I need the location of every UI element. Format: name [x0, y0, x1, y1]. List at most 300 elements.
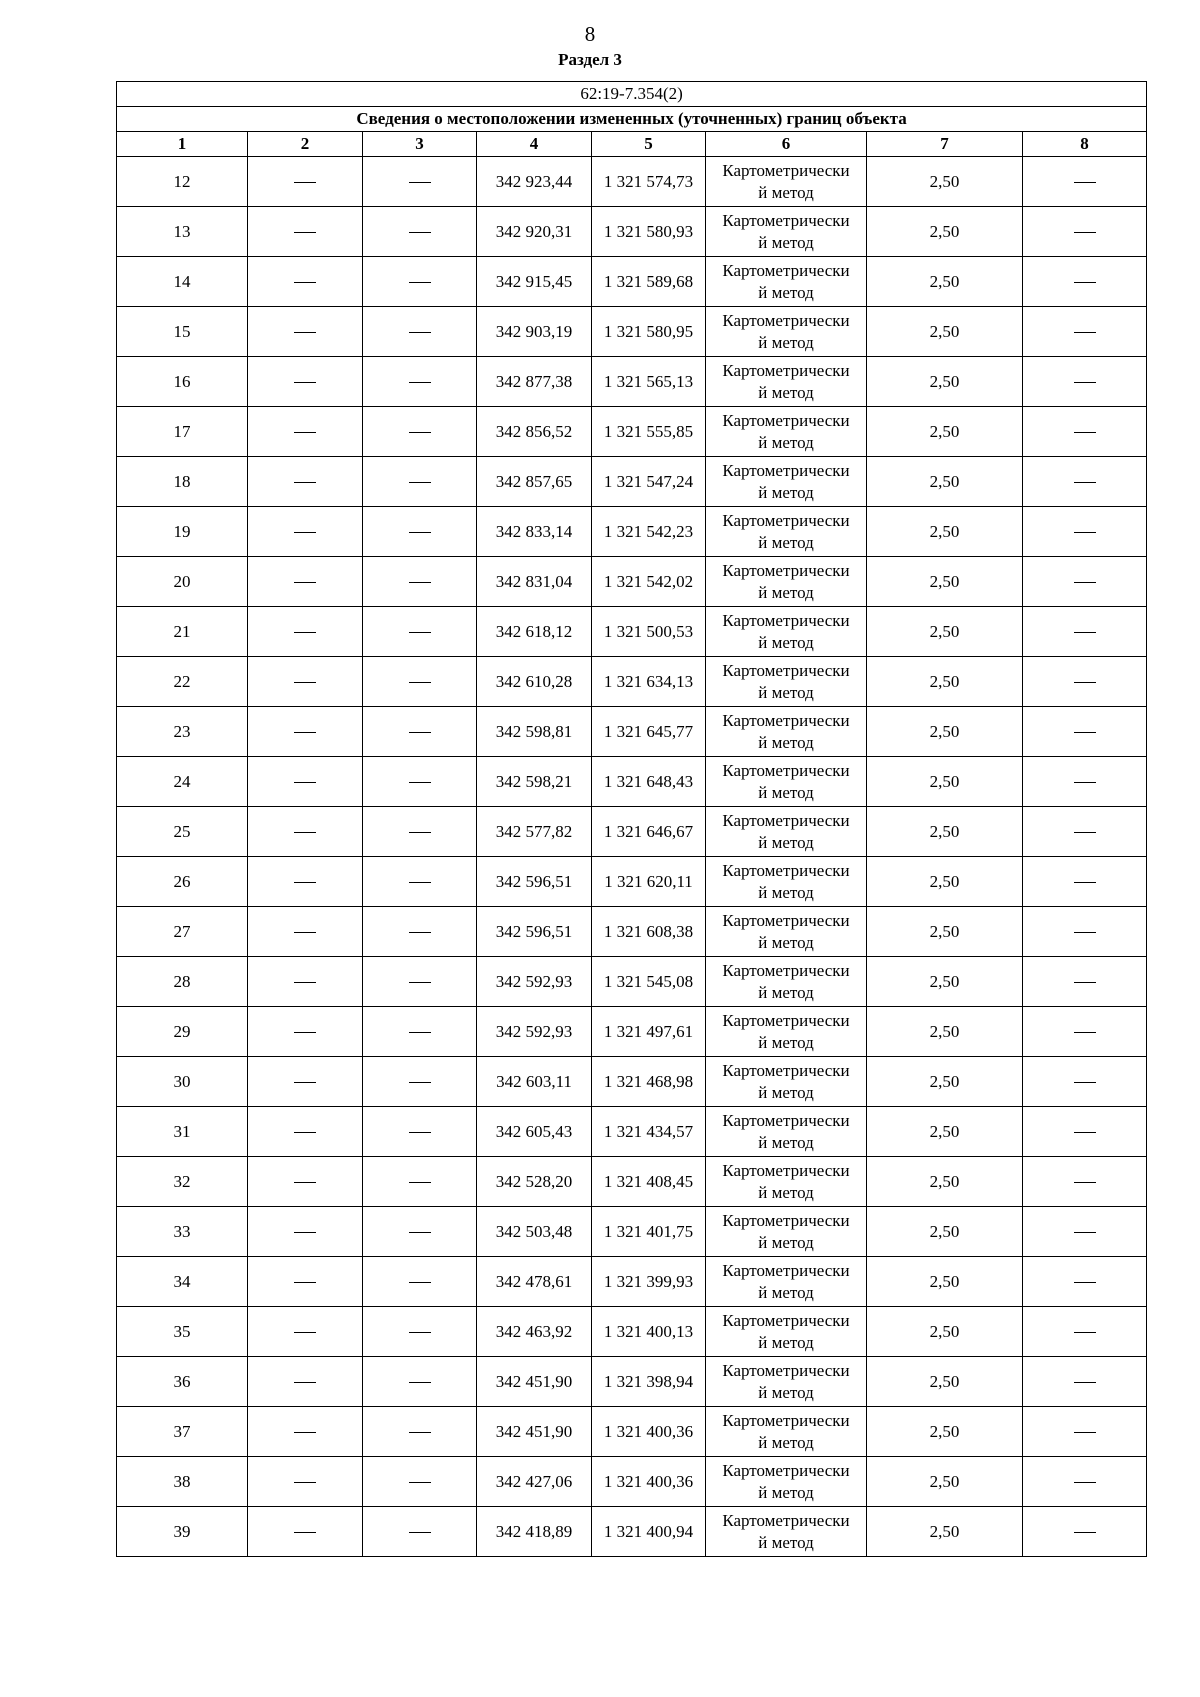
- accuracy: 2,50: [867, 357, 1023, 407]
- table-row: [117, 1507, 1147, 1557]
- empty-cell: [363, 257, 477, 307]
- empty-cell: [1023, 607, 1147, 657]
- empty-cell: [363, 1507, 477, 1557]
- method-cell: [706, 607, 867, 657]
- point-number: 28: [117, 957, 248, 1007]
- method-line-1: Картометрически: [722, 260, 850, 280]
- accuracy: 2,50: [867, 657, 1023, 707]
- coordinate-y: 1 321 497,61: [592, 1007, 706, 1057]
- dash-mark: [409, 182, 431, 183]
- dash-mark: [1074, 332, 1096, 333]
- point-number: 24: [117, 757, 248, 807]
- table-row: [117, 1357, 1147, 1407]
- table-row: [117, 607, 1147, 657]
- dash-mark: [1074, 1282, 1096, 1283]
- method-line-1: Картометрически: [722, 1510, 850, 1530]
- empty-cell: [1023, 307, 1147, 357]
- dash-mark: [409, 382, 431, 383]
- empty-cell: [248, 157, 363, 207]
- method-line-2: й метод: [758, 232, 814, 252]
- dash-mark: [294, 1032, 316, 1033]
- point-number: 17: [117, 407, 248, 457]
- empty-cell: [1023, 1107, 1147, 1157]
- coordinate-x: 342 451,90: [477, 1357, 592, 1407]
- method-line-2: й метод: [758, 1032, 814, 1052]
- method-line-2: й метод: [758, 532, 814, 552]
- table-row: [117, 1107, 1147, 1157]
- dash-mark: [409, 1532, 431, 1533]
- coordinate-x: 342 418,89: [477, 1507, 592, 1557]
- empty-cell: [1023, 707, 1147, 757]
- coordinate-y: 1 321 645,77: [592, 707, 706, 757]
- method-cell: [706, 1057, 867, 1107]
- accuracy: 2,50: [867, 1107, 1023, 1157]
- accuracy: 2,50: [867, 1007, 1023, 1057]
- method-cell: [706, 657, 867, 707]
- accuracy: 2,50: [867, 607, 1023, 657]
- method-cell: [706, 707, 867, 757]
- empty-cell: [248, 707, 363, 757]
- column-number: 8: [1023, 132, 1147, 157]
- empty-cell: [248, 207, 363, 257]
- dash-mark: [1074, 1482, 1096, 1483]
- dash-mark: [1074, 282, 1096, 283]
- dash-mark: [409, 1132, 431, 1133]
- empty-cell: [363, 907, 477, 957]
- coordinate-x: 342 856,52: [477, 407, 592, 457]
- empty-cell: [248, 307, 363, 357]
- empty-cell: [248, 357, 363, 407]
- accuracy: 2,50: [867, 1307, 1023, 1357]
- dash-mark: [294, 1382, 316, 1383]
- page-number: 8: [584, 22, 596, 46]
- empty-cell: [363, 157, 477, 207]
- dash-mark: [294, 332, 316, 333]
- coordinate-y: 1 321 589,68: [592, 257, 706, 307]
- table-row: [117, 807, 1147, 857]
- accuracy: 2,50: [867, 507, 1023, 557]
- method-line-1: Картометрически: [722, 1360, 850, 1380]
- dash-mark: [1074, 782, 1096, 783]
- column-number: 5: [592, 132, 706, 157]
- coordinate-x: 342 831,04: [477, 557, 592, 607]
- method-cell: [706, 157, 867, 207]
- empty-cell: [248, 1407, 363, 1457]
- accuracy: 2,50: [867, 1457, 1023, 1507]
- table-row: [117, 707, 1147, 757]
- empty-cell: [363, 307, 477, 357]
- coordinate-y: 1 321 400,36: [592, 1407, 706, 1457]
- empty-cell: [1023, 157, 1147, 207]
- point-number: 26: [117, 857, 248, 907]
- empty-cell: [363, 1407, 477, 1457]
- table-row: [117, 1007, 1147, 1057]
- dash-mark: [294, 682, 316, 683]
- method-line-1: Картометрически: [722, 760, 850, 780]
- table-row: [117, 1457, 1147, 1507]
- empty-cell: [248, 1357, 363, 1407]
- method-line-1: Картометрически: [722, 960, 850, 980]
- empty-cell: [363, 857, 477, 907]
- dash-mark: [409, 482, 431, 483]
- dash-mark: [1074, 932, 1096, 933]
- dash-mark: [294, 382, 316, 383]
- point-number: 21: [117, 607, 248, 657]
- point-number: 30: [117, 1057, 248, 1107]
- dash-mark: [1074, 1382, 1096, 1383]
- dash-mark: [1074, 1132, 1096, 1133]
- table-heading: Сведения о местоположении измененных (уточненных) границ объекта: [117, 107, 1147, 132]
- dash-mark: [409, 1232, 431, 1233]
- coordinate-x: 342 577,82: [477, 807, 592, 857]
- accuracy: 2,50: [867, 957, 1023, 1007]
- point-number: 39: [117, 1507, 248, 1557]
- table-row: [117, 557, 1147, 607]
- point-number: 32: [117, 1157, 248, 1207]
- table-row: [117, 1157, 1147, 1207]
- method-cell: [706, 407, 867, 457]
- empty-cell: [1023, 407, 1147, 457]
- empty-cell: [248, 607, 363, 657]
- dash-mark: [409, 982, 431, 983]
- coordinate-x: 342 618,12: [477, 607, 592, 657]
- method-line-1: Картометрически: [722, 810, 850, 830]
- empty-cell: [1023, 1507, 1147, 1557]
- dash-mark: [409, 1432, 431, 1433]
- empty-cell: [1023, 357, 1147, 407]
- dash-mark: [1074, 1232, 1096, 1233]
- method-line-1: Картометрически: [722, 1410, 850, 1430]
- dash-mark: [1074, 1532, 1096, 1533]
- cadastral-number-row: [117, 82, 1147, 107]
- method-cell: [706, 357, 867, 407]
- method-line-2: й метод: [758, 1132, 814, 1152]
- dash-mark: [294, 182, 316, 183]
- method-line-1: Картометрически: [722, 660, 850, 680]
- empty-cell: [1023, 807, 1147, 857]
- method-line-2: й метод: [758, 832, 814, 852]
- coordinate-y: 1 321 542,23: [592, 507, 706, 557]
- accuracy: 2,50: [867, 757, 1023, 807]
- empty-cell: [363, 507, 477, 557]
- coordinate-x: 342 451,90: [477, 1407, 592, 1457]
- dash-mark: [409, 282, 431, 283]
- dash-mark: [409, 232, 431, 233]
- method-line-1: Картометрически: [722, 1160, 850, 1180]
- empty-cell: [248, 1507, 363, 1557]
- dash-mark: [1074, 382, 1096, 383]
- table-row: [117, 1207, 1147, 1257]
- dash-mark: [294, 582, 316, 583]
- dash-mark: [1074, 732, 1096, 733]
- dash-mark: [1074, 632, 1096, 633]
- method-line-2: й метод: [758, 632, 814, 652]
- coordinate-y: 1 321 399,93: [592, 1257, 706, 1307]
- empty-cell: [363, 407, 477, 457]
- point-number: 31: [117, 1107, 248, 1157]
- accuracy: 2,50: [867, 307, 1023, 357]
- empty-cell: [1023, 1257, 1147, 1307]
- empty-cell: [248, 557, 363, 607]
- empty-cell: [248, 1457, 363, 1507]
- empty-cell: [363, 1457, 477, 1507]
- method-cell: [706, 1007, 867, 1057]
- coordinate-x: 342 857,65: [477, 457, 592, 507]
- empty-cell: [248, 1107, 363, 1157]
- coordinate-y: 1 321 468,98: [592, 1057, 706, 1107]
- dash-mark: [1074, 1032, 1096, 1033]
- empty-cell: [363, 1357, 477, 1407]
- empty-cell: [363, 1207, 477, 1257]
- method-line-1: Картометрически: [722, 410, 850, 430]
- dash-mark: [1074, 1332, 1096, 1333]
- coordinate-y: 1 321 580,93: [592, 207, 706, 257]
- coordinate-y: 1 321 648,43: [592, 757, 706, 807]
- coordinate-y: 1 321 400,36: [592, 1457, 706, 1507]
- empty-cell: [363, 607, 477, 657]
- coordinate-y: 1 321 608,38: [592, 907, 706, 957]
- coordinate-x: 342 603,11: [477, 1057, 592, 1107]
- coordinate-y: 1 321 565,13: [592, 357, 706, 407]
- dash-mark: [294, 1182, 316, 1183]
- empty-cell: [363, 657, 477, 707]
- cadastral-number: 62:19-7.354(2): [117, 82, 1147, 107]
- coordinate-y: 1 321 547,24: [592, 457, 706, 507]
- table-row: [117, 307, 1147, 357]
- empty-cell: [363, 1157, 477, 1207]
- accuracy: 2,50: [867, 1507, 1023, 1557]
- method-line-2: й метод: [758, 1182, 814, 1202]
- method-line-2: й метод: [758, 682, 814, 702]
- coordinate-x: 342 903,19: [477, 307, 592, 357]
- dash-mark: [294, 982, 316, 983]
- method-line-2: й метод: [758, 932, 814, 952]
- point-number: 38: [117, 1457, 248, 1507]
- empty-cell: [1023, 1057, 1147, 1107]
- accuracy: 2,50: [867, 1357, 1023, 1407]
- coordinate-y: 1 321 542,02: [592, 557, 706, 607]
- accuracy: 2,50: [867, 1407, 1023, 1457]
- method-line-2: й метод: [758, 782, 814, 802]
- method-line-2: й метод: [758, 482, 814, 502]
- empty-cell: [1023, 557, 1147, 607]
- accuracy: 2,50: [867, 157, 1023, 207]
- accuracy: 2,50: [867, 257, 1023, 307]
- coordinate-x: 342 596,51: [477, 907, 592, 957]
- method-line-2: й метод: [758, 182, 814, 202]
- empty-cell: [248, 507, 363, 557]
- empty-cell: [248, 807, 363, 857]
- method-cell: [706, 857, 867, 907]
- empty-cell: [1023, 1007, 1147, 1057]
- empty-cell: [363, 1107, 477, 1157]
- empty-cell: [1023, 1357, 1147, 1407]
- empty-cell: [1023, 657, 1147, 707]
- method-line-2: й метод: [758, 282, 814, 302]
- dash-mark: [294, 1532, 316, 1533]
- coordinate-y: 1 321 400,94: [592, 1507, 706, 1557]
- method-line-2: й метод: [758, 1432, 814, 1452]
- method-cell: [706, 1457, 867, 1507]
- empty-cell: [248, 857, 363, 907]
- column-number: 3: [363, 132, 477, 157]
- dash-mark: [409, 332, 431, 333]
- dash-mark: [409, 832, 431, 833]
- dash-mark: [294, 732, 316, 733]
- method-cell: [706, 1257, 867, 1307]
- dash-mark: [409, 1082, 431, 1083]
- empty-cell: [363, 457, 477, 507]
- dash-mark: [409, 1032, 431, 1033]
- coordinate-x: 342 833,14: [477, 507, 592, 557]
- empty-cell: [248, 457, 363, 507]
- point-number: 37: [117, 1407, 248, 1457]
- dash-mark: [294, 432, 316, 433]
- method-line-1: Картометрически: [722, 1060, 850, 1080]
- empty-cell: [1023, 1307, 1147, 1357]
- coordinate-x: 342 877,38: [477, 357, 592, 407]
- dash-mark: [409, 782, 431, 783]
- method-line-1: Картометрически: [722, 610, 850, 630]
- method-cell: [706, 507, 867, 557]
- dash-mark: [294, 782, 316, 783]
- empty-cell: [363, 1057, 477, 1107]
- accuracy: 2,50: [867, 1057, 1023, 1107]
- method-cell: [706, 907, 867, 957]
- coordinate-x: 342 598,81: [477, 707, 592, 757]
- table-row: [117, 907, 1147, 957]
- method-line-1: Картометрически: [722, 860, 850, 880]
- coordinate-y: 1 321 574,73: [592, 157, 706, 207]
- dash-mark: [294, 1082, 316, 1083]
- method-line-1: Картометрически: [722, 460, 850, 480]
- coordinate-y: 1 321 580,95: [592, 307, 706, 357]
- dash-mark: [409, 1332, 431, 1333]
- accuracy: 2,50: [867, 807, 1023, 857]
- column-number: 6: [706, 132, 867, 157]
- method-line-2: й метод: [758, 732, 814, 752]
- method-cell: [706, 1307, 867, 1357]
- table-row: [117, 157, 1147, 207]
- accuracy: 2,50: [867, 907, 1023, 957]
- dash-mark: [294, 932, 316, 933]
- point-number: 14: [117, 257, 248, 307]
- point-number: 29: [117, 1007, 248, 1057]
- coordinate-y: 1 321 634,13: [592, 657, 706, 707]
- method-cell: [706, 1157, 867, 1207]
- point-number: 22: [117, 657, 248, 707]
- point-number: 18: [117, 457, 248, 507]
- method-line-1: Картометрически: [722, 510, 850, 530]
- dash-mark: [294, 1432, 316, 1433]
- table-row: [117, 257, 1147, 307]
- table-row: [117, 1307, 1147, 1357]
- coordinate-x: 342 920,31: [477, 207, 592, 257]
- empty-cell: [1023, 757, 1147, 807]
- table-row: [117, 657, 1147, 707]
- empty-cell: [1023, 207, 1147, 257]
- point-number: 25: [117, 807, 248, 857]
- dash-mark: [409, 1282, 431, 1283]
- dash-mark: [1074, 882, 1096, 883]
- empty-cell: [363, 707, 477, 757]
- dash-mark: [409, 1482, 431, 1483]
- method-line-1: Картометрически: [722, 160, 850, 180]
- method-cell: [706, 457, 867, 507]
- method-cell: [706, 1407, 867, 1457]
- method-cell: [706, 307, 867, 357]
- method-line-2: й метод: [758, 582, 814, 602]
- column-number: 4: [477, 132, 592, 157]
- method-line-2: й метод: [758, 332, 814, 352]
- accuracy: 2,50: [867, 207, 1023, 257]
- dash-mark: [409, 732, 431, 733]
- table-row: [117, 357, 1147, 407]
- dash-mark: [409, 532, 431, 533]
- dash-mark: [294, 482, 316, 483]
- point-number: 36: [117, 1357, 248, 1407]
- method-cell: [706, 1107, 867, 1157]
- dash-mark: [294, 1232, 316, 1233]
- table-row: [117, 957, 1147, 1007]
- coordinate-y: 1 321 500,53: [592, 607, 706, 657]
- accuracy: 2,50: [867, 1157, 1023, 1207]
- empty-cell: [248, 757, 363, 807]
- empty-cell: [363, 207, 477, 257]
- dash-mark: [409, 632, 431, 633]
- dash-mark: [294, 1482, 316, 1483]
- dash-mark: [294, 1132, 316, 1133]
- method-cell: [706, 807, 867, 857]
- column-number: 2: [248, 132, 363, 157]
- empty-cell: [1023, 457, 1147, 507]
- dash-mark: [1074, 182, 1096, 183]
- method-line-2: й метод: [758, 1482, 814, 1502]
- method-line-2: й метод: [758, 382, 814, 402]
- accuracy: 2,50: [867, 407, 1023, 457]
- method-cell: [706, 1507, 867, 1557]
- method-line-1: Картометрически: [722, 310, 850, 330]
- point-number: 33: [117, 1207, 248, 1257]
- empty-cell: [363, 557, 477, 607]
- coordinate-x: 342 610,28: [477, 657, 592, 707]
- method-line-2: й метод: [758, 1282, 814, 1302]
- dash-mark: [1074, 832, 1096, 833]
- dash-mark: [294, 1282, 316, 1283]
- method-cell: [706, 957, 867, 1007]
- section-title: Раздел 3: [558, 50, 622, 69]
- coordinate-x: 342 592,93: [477, 957, 592, 1007]
- empty-cell: [363, 957, 477, 1007]
- empty-cell: [1023, 1157, 1147, 1207]
- method-line-1: Картометрически: [722, 210, 850, 230]
- empty-cell: [363, 807, 477, 857]
- dash-mark: [1074, 482, 1096, 483]
- table-row: [117, 1057, 1147, 1107]
- empty-cell: [248, 1057, 363, 1107]
- method-line-2: й метод: [758, 1232, 814, 1252]
- empty-cell: [1023, 1207, 1147, 1257]
- boundary-coordinates-table: [116, 81, 1147, 1557]
- method-line-1: Картометрически: [722, 560, 850, 580]
- dash-mark: [1074, 232, 1096, 233]
- coordinate-y: 1 321 398,94: [592, 1357, 706, 1407]
- accuracy: 2,50: [867, 857, 1023, 907]
- empty-cell: [248, 1007, 363, 1057]
- table-row: [117, 457, 1147, 507]
- dash-mark: [409, 882, 431, 883]
- table-heading-row: [117, 107, 1147, 132]
